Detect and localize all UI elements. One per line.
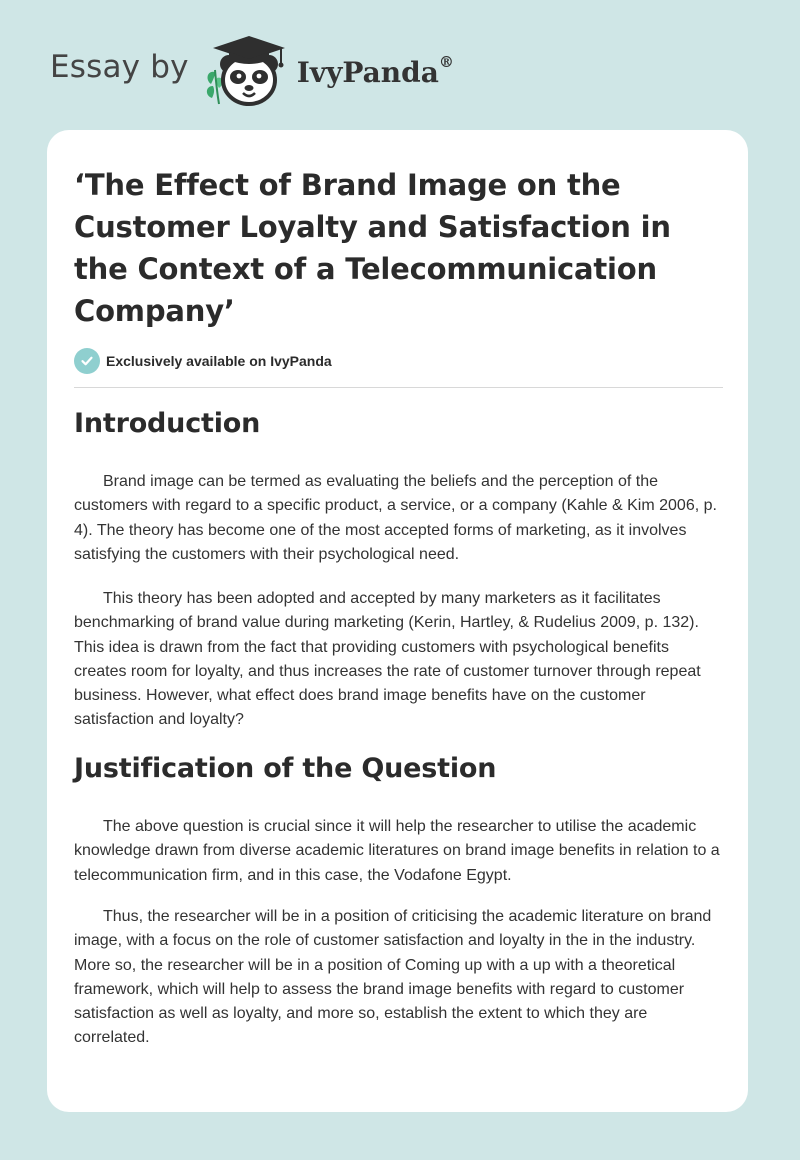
site-header [50,30,454,110]
brand-name-text[interactable]: IvyPanda [296,55,439,89]
panda-graduate-icon[interactable] [203,30,295,110]
registered-mark: ® [438,53,454,72]
check-circle-icon [74,348,100,374]
paragraph: Brand image can be termed as evaluating the beliefs and the perception of the customers with regard to a specific product, a service, or a company (Kahle & Kim 2006, p. 4). The theory has become one of the most accepted forms of marketing, as it involves satisfying the customers with their psychological need. [74,473,717,563]
paragraph: This theory has been adopted and accepted by many marketers as it facilitates benchmarking of brand value during marketing (Kerin, Hartley, & Rudelius 2009, p. 132). This idea is drawn from the fact that providing customers with psychological benefits creates room for loyalty, and thus increases the rate of customer turnover through repeat business. However, what effect does brand image benefits have on the customer satisfaction and loyalty? [74,590,701,729]
essay-card [47,130,748,1112]
section-heading-justification: Justification of the Question [74,753,497,784]
exclusive-label: Exclusively available on IvyPanda [106,353,332,369]
paragraph: The above question is crucial since it will help the researcher to utilise the academic knowledge drawn from diverse academic literatures on brand image benefits in relation to a telecommunication firm, and in this case, the Vodafone Egypt. [74,818,720,884]
essay-by-label: Essay by [50,49,189,85]
exclusive-badge [74,348,332,374]
paragraph: Thus, the researcher will be in a position of criticising the academic literature on brand image, with a focus on the role of customer satisfaction and loyalty in the in the industry. More so, the researcher will be in a position of Coming up with a up with a theoretical framework, which will help to assess the brand image benefits with regard to customer satisfaction as well as loyalty, and more so, establish the extent to which they are correlated. [74,908,712,1047]
brand-name[interactable] [296,53,454,89]
divider [74,387,723,388]
section-heading-introduction: Introduction [74,408,261,439]
page-title: ‘The Effect of Brand Image on the Customer Loyalty and Satisfaction in the Context of a Telecommunication Company’ [74,168,671,328]
